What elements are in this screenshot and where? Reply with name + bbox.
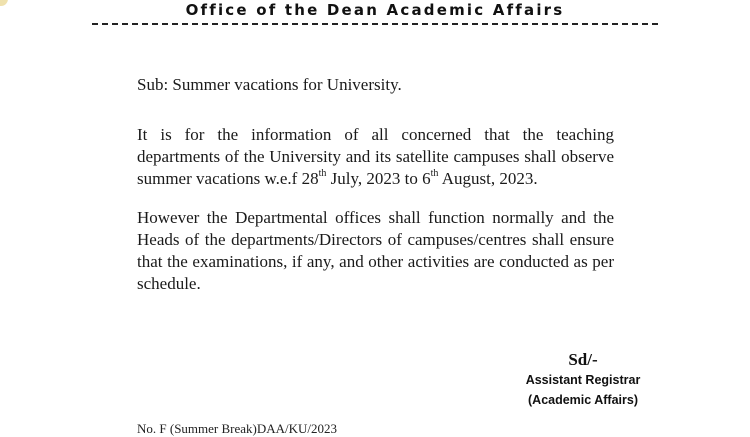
subject-line: Sub: Summer vacations for University. — [137, 75, 402, 94]
para1-end: August, 2023. — [438, 169, 538, 188]
para1-middle: July, 2023 to 6 — [326, 169, 431, 188]
para1-text: It is for the information of all concerned that the teaching departments of the University and its satellite campuses shall observe summer vacations w.e.f 28 — [137, 125, 614, 188]
signatory-department: (Academic Affairs) — [528, 393, 638, 407]
date-suffix-start: th — [318, 168, 327, 180]
signature-mark: Sd/- — [568, 350, 598, 369]
paragraph-offices: However the Departmental offices shall function normally and the Heads of the departments/Directors of campuses/centres shall ensure that the examinations, if any, and other activities are conducted as per schedule. — [137, 208, 614, 293]
signature-block — [524, 350, 642, 410]
signatory-designation: Assistant Registrar — [525, 373, 641, 387]
paragraph-notice — [137, 124, 614, 190]
reference-number: No. F (Summer Break)DAA/KU/2023 — [137, 421, 338, 436]
title-divider — [92, 23, 658, 25]
office-title: Office of the Dean Academic Affairs — [185, 1, 565, 19]
date-suffix-end: th — [430, 168, 439, 180]
